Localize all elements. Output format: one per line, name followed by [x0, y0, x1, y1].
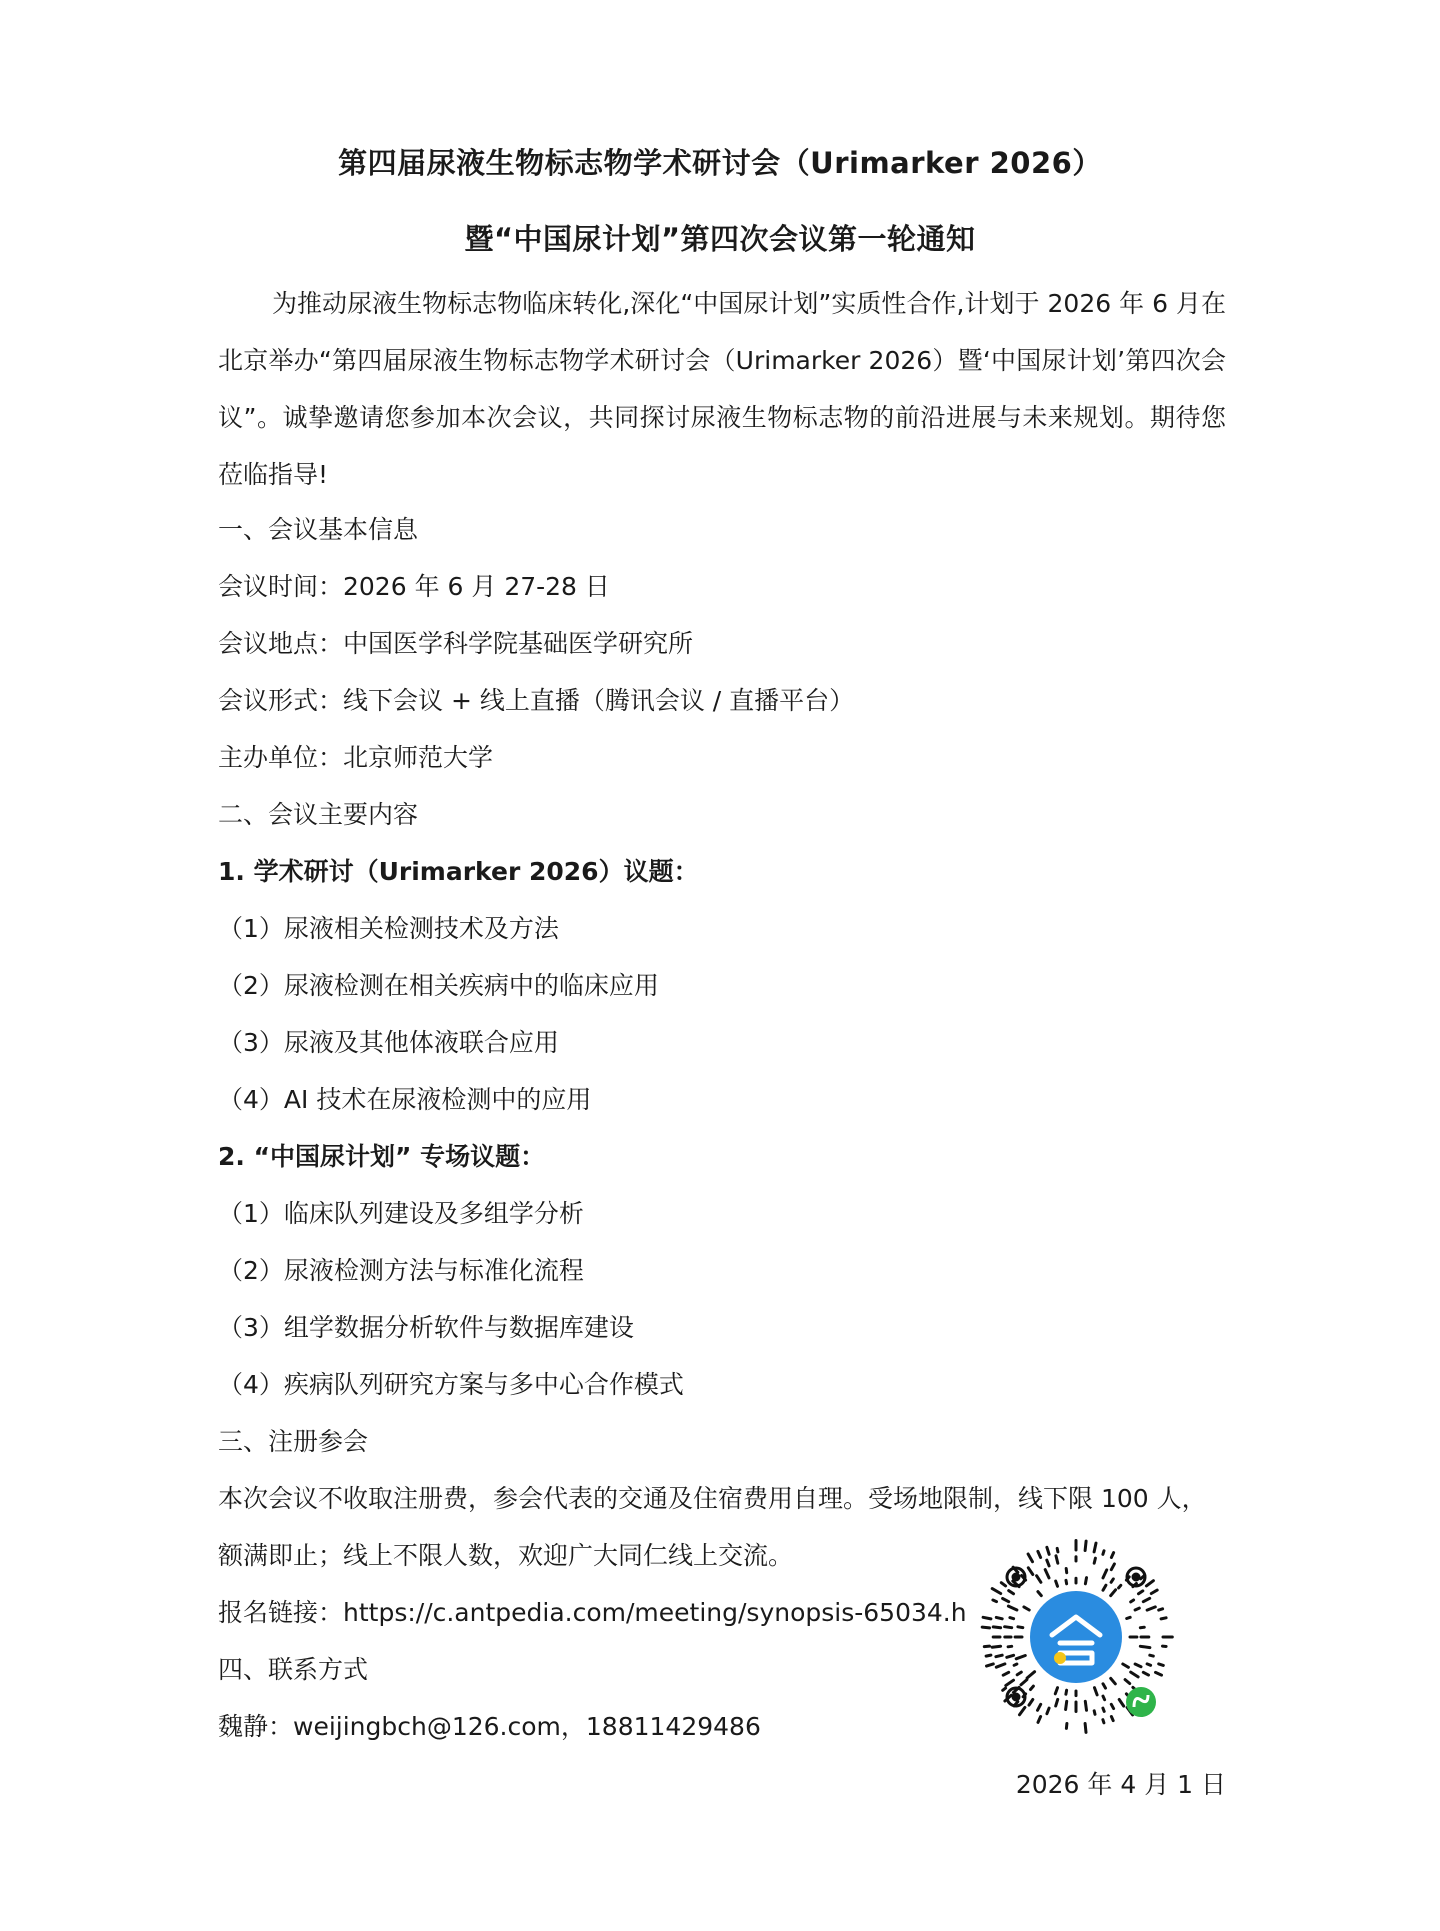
qr-ray	[986, 1655, 991, 1656]
qr-ray	[1103, 1585, 1106, 1590]
qr-ray	[1111, 1678, 1116, 1683]
qr-ray	[992, 1589, 1001, 1594]
list-item: （3）尿液及其他体液联合应用	[218, 1028, 559, 1057]
qr-ray	[996, 1617, 1002, 1618]
meeting-time: 会议时间：2026 年 6 月 27-28 日	[218, 572, 610, 601]
qr-ray	[1095, 1688, 1098, 1695]
qr-ray	[1159, 1664, 1164, 1666]
qr-ray	[1147, 1664, 1151, 1665]
qr-ray	[1021, 1680, 1027, 1685]
list-item: （2）尿液检测在相关疾病中的临床应用	[218, 971, 659, 1000]
qr-ray	[1143, 1598, 1149, 1601]
page-subtitle: 暨“中国尿计划”第四次会议第一轮通知	[464, 222, 976, 256]
qr-ray	[1027, 1672, 1035, 1678]
qr-ray	[1031, 1686, 1034, 1689]
qr-ray	[984, 1646, 989, 1647]
qr-ray	[992, 1646, 1001, 1647]
mini-program-qr-icon[interactable]	[976, 1537, 1176, 1737]
qr-ray	[1047, 1708, 1049, 1714]
qr-ray	[1103, 1696, 1105, 1700]
qr-ray	[1020, 1707, 1025, 1714]
qr-ray	[1125, 1680, 1130, 1684]
qr-ray	[982, 1627, 989, 1628]
qr-ray	[1016, 1656, 1025, 1659]
qr-ray	[1056, 1581, 1058, 1586]
qr-ray	[1028, 1568, 1033, 1575]
qr-ray	[1003, 1688, 1006, 1690]
section3-heading: 三、注册参会	[218, 1427, 369, 1456]
qr-ray	[1037, 1576, 1041, 1583]
qr-ray	[1159, 1609, 1163, 1610]
qr-ray	[1139, 1591, 1143, 1594]
qr-ray	[1103, 1570, 1107, 1578]
section1-heading: 一、会议基本信息	[218, 515, 419, 544]
qr-ray	[1085, 1578, 1086, 1584]
list-item: （4）疾病队列研究方案与多中心合作模式	[218, 1370, 684, 1399]
qr-ray	[993, 1627, 1000, 1628]
qr-ray	[1123, 1664, 1129, 1667]
list-item: （4）AI 技术在尿液检测中的应用	[218, 1085, 592, 1114]
qr-ray	[1140, 1627, 1144, 1628]
qr-ray	[1094, 1711, 1095, 1715]
registration-text: 额满即止；线上不限人数，欢迎广大同仁线上交流。	[218, 1541, 794, 1570]
qr-ray	[1047, 1560, 1049, 1566]
qr-ray	[1057, 1548, 1058, 1552]
contact-info: 魏静：weijingbch@126.com，18811429486	[218, 1712, 761, 1741]
qr-ray	[1103, 1684, 1106, 1688]
qr-ray	[1135, 1664, 1141, 1667]
academic-topics-heading: 1. 学术研讨（Urimarker 2026）议题：	[218, 857, 699, 886]
qr-ray	[1056, 1699, 1058, 1706]
qr-ray	[1103, 1708, 1104, 1711]
qr-ray	[1085, 1724, 1086, 1733]
qr-logo-dot	[1054, 1652, 1066, 1664]
list-item: （3）组学数据分析软件与数据库建设	[218, 1313, 634, 1342]
qr-ray	[993, 1600, 997, 1602]
qr-ray	[1150, 1655, 1154, 1656]
list-item: （1）临床队列建设及多组学分析	[218, 1199, 584, 1228]
qr-ray	[987, 1664, 994, 1666]
qr-ray	[1111, 1704, 1113, 1708]
qr-ray	[1018, 1627, 1023, 1628]
qr-ray	[1146, 1581, 1153, 1586]
qr-ray	[1066, 1690, 1067, 1694]
qr-ray	[1131, 1672, 1138, 1677]
section4-heading: 四、联系方式	[218, 1655, 369, 1684]
qr-ray	[1111, 1579, 1113, 1582]
qr-ray	[1029, 1700, 1033, 1706]
qr-ray	[1066, 1580, 1067, 1584]
qr-ray	[1045, 1570, 1049, 1578]
qr-ray	[1017, 1672, 1021, 1675]
qr-ray	[1111, 1590, 1116, 1596]
qr-ray	[1009, 1591, 1014, 1594]
qr-logo-circle	[1030, 1591, 1122, 1683]
qr-ray	[1056, 1556, 1058, 1563]
qr-ray	[1055, 1688, 1057, 1694]
qr-ray	[1066, 1569, 1067, 1573]
qr-ray	[1103, 1551, 1104, 1555]
qr-ray	[1003, 1599, 1009, 1602]
qr-ray	[1038, 1551, 1041, 1557]
qr-ray	[1038, 1592, 1041, 1596]
meeting-host: 主办单位：北京师范大学	[218, 743, 494, 772]
qr-ray	[1127, 1617, 1131, 1618]
qr-ray	[1038, 1717, 1041, 1723]
page-title: 第四届尿液生物标志物学术研讨会（Urimarker 2026）	[338, 146, 1102, 180]
list-item: （2）尿液检测方法与标准化流程	[218, 1256, 584, 1285]
qr-ray	[1038, 1704, 1041, 1710]
qr-ray	[1151, 1590, 1157, 1593]
qr-ray	[1028, 1554, 1032, 1562]
qr-ray	[1140, 1646, 1150, 1647]
qr-ray	[1014, 1664, 1017, 1665]
qr-ray	[1119, 1585, 1121, 1588]
list-item: （1）尿液相关检测技术及方法	[218, 914, 559, 943]
intro-paragraph: 为推动尿液生物标志物临床转化,深化“中国尿计划”实质性合作,计划于 2026 年 6 月在北京举办“第四届尿液生物标志物学术研讨会（Urimarker 2026）暨‘中国尿计划’第四次会议”。诚挚邀请您参加本次会议，共同探讨尿液生物标志物的前沿进展与未来规划。期待您莅临指导!	[218, 289, 1226, 489]
qr-ray	[1005, 1627, 1012, 1628]
qr-ray	[1047, 1547, 1049, 1554]
section2-heading: 二、会议主要内容	[218, 800, 419, 829]
qr-ray	[1161, 1618, 1166, 1619]
qr-ray	[1066, 1724, 1067, 1729]
qr-ray	[1143, 1672, 1148, 1675]
qr-ray	[1111, 1553, 1113, 1558]
qr-ray	[1008, 1646, 1012, 1647]
qr-ray	[1001, 1583, 1005, 1586]
qr-ray	[1131, 1600, 1134, 1602]
qr-ray	[1135, 1608, 1139, 1610]
qr-ray	[1111, 1717, 1113, 1721]
urine-plan-topics-heading: 2. “中国尿计划” 专场议题：	[218, 1142, 546, 1171]
meeting-format: 会议形式：线下会议 + 线上直播（腾讯会议 / 直播平台）	[218, 686, 855, 715]
mini-program-badge-icon	[1126, 1687, 1156, 1717]
qr-ray	[983, 1617, 991, 1619]
issue-date: 2026 年 4 月 1 日	[1015, 1770, 1226, 1799]
qr-ray	[1085, 1701, 1086, 1710]
qr-ray	[1156, 1672, 1162, 1675]
registration-text: 本次会议不收取注册费，参会代表的交通及住宿费用自理。受场地限制，线下限 100 人，	[218, 1484, 1207, 1513]
qr-ray	[1147, 1607, 1155, 1610]
qr-ray	[996, 1664, 1005, 1667]
qr-ray	[1094, 1543, 1096, 1552]
qr-ray	[1085, 1541, 1086, 1550]
qr-ray	[1066, 1701, 1067, 1709]
qr-ray	[1094, 1558, 1095, 1563]
qr-ray	[1111, 1564, 1114, 1570]
qr-ray	[996, 1655, 1002, 1657]
qr-ray	[1024, 1607, 1029, 1610]
qr-ray	[1119, 1700, 1124, 1707]
registration-link[interactable]: 报名链接：https://c.antpedia.com/meeting/synopsis-65034.h	[218, 1598, 967, 1627]
meeting-venue: 会议地点：中国医学科学院基础医学研究所	[218, 629, 694, 658]
qr-ray	[1003, 1672, 1009, 1675]
qr-ray	[1007, 1655, 1014, 1657]
qr-ray	[1008, 1606, 1017, 1610]
qr-ray	[1006, 1680, 1014, 1685]
qr-ray	[1103, 1720, 1104, 1723]
qr-ray	[1010, 1618, 1014, 1619]
